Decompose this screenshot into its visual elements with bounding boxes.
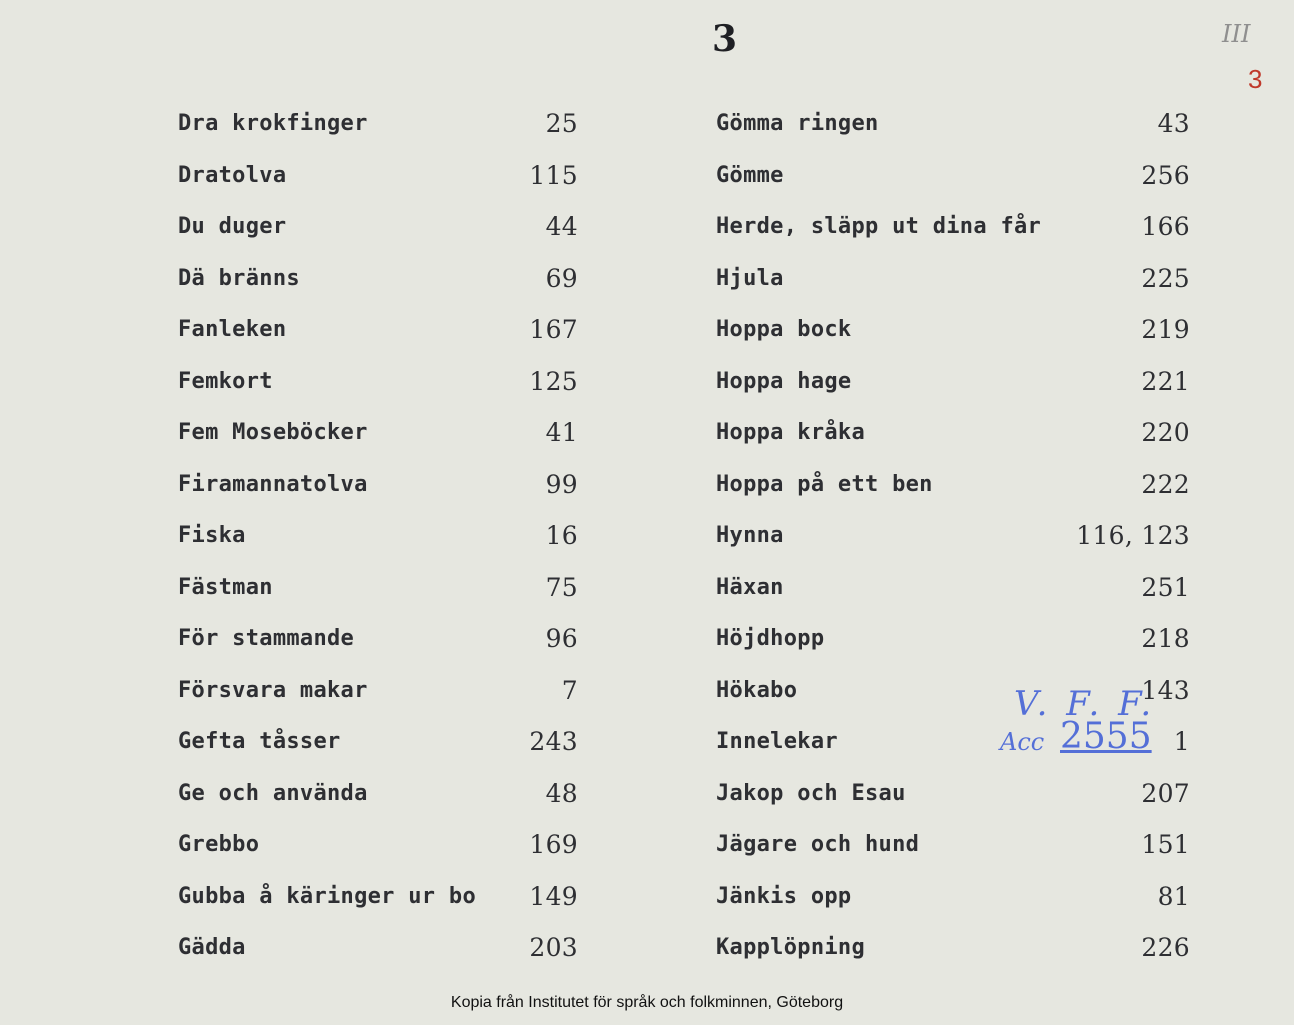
entry-page: 203 [529, 933, 578, 963]
entry-title: Hjula [716, 265, 784, 291]
entry-title: Grebbo [178, 832, 260, 858]
entry-title: Femkort [178, 368, 273, 394]
footer-caption: Kopia från Institutet för språk och folkminnen, Göteborg [450, 994, 844, 1011]
entry-title: För stammande [178, 626, 355, 652]
entry-page: 69 [545, 263, 578, 293]
archive-stamp [1000, 684, 1210, 774]
entry-title: Fem Moseböcker [178, 420, 368, 446]
entry-page: 81 [1157, 881, 1190, 911]
index-entry [716, 922, 1190, 974]
entry-page: 1 [1173, 727, 1190, 757]
entry-title: Hökabo [716, 677, 798, 703]
entry-page: 243 [529, 727, 578, 757]
entry-title: Jägare och hund [716, 832, 920, 858]
entry-title: Hoppa hage [716, 368, 852, 394]
entry-title: Hoppa bock [716, 317, 852, 343]
index-entry [178, 613, 578, 665]
entry-page: 75 [545, 572, 578, 602]
entry-page: 48 [545, 778, 578, 808]
index-entry [178, 510, 578, 562]
entry-title: Gubba å käringer ur bo [178, 883, 476, 909]
index-entry [178, 150, 578, 202]
entry-title: Fästman [178, 574, 273, 600]
index-entry [178, 665, 578, 717]
entry-page: 226 [1141, 933, 1190, 963]
entry-page: 218 [1141, 624, 1190, 654]
index-entry [178, 871, 578, 923]
entry-page: 219 [1141, 315, 1190, 345]
entry-page: 41 [545, 418, 578, 448]
index-column-right [716, 98, 1190, 974]
entry-title: Fanleken [178, 317, 287, 343]
index-entry [178, 201, 578, 253]
index-column-left [178, 98, 578, 974]
entry-page: 149 [529, 881, 578, 911]
entry-page: 256 [1141, 160, 1190, 190]
entry-page: 7 [561, 675, 578, 705]
index-entry [716, 98, 1190, 150]
entry-page: 16 [545, 521, 578, 551]
entry-page: 43 [1157, 109, 1190, 139]
index-entry [178, 356, 578, 408]
entry-page: 207 [1141, 778, 1190, 808]
index-entry [716, 819, 1190, 871]
stamp-acc-label: Acc [1000, 728, 1045, 756]
entry-title: Gefta tåsser [178, 729, 341, 755]
entry-title: Hynna [716, 523, 784, 549]
red-page-mark: 3 [1248, 64, 1263, 94]
entry-page: 251 [1141, 572, 1190, 602]
index-entry [716, 459, 1190, 511]
index-entry [716, 356, 1190, 408]
entry-title: Ge och använda [178, 780, 368, 806]
index-entry [178, 459, 578, 511]
entry-page: 166 [1141, 212, 1190, 242]
entry-title: Firamannatolva [178, 471, 368, 497]
index-entry [178, 253, 578, 305]
entry-title: Innelekar [716, 729, 838, 755]
entry-title: Fiska [178, 523, 246, 549]
entry-title: Hoppa på ett ben [716, 471, 933, 497]
index-entry [178, 922, 578, 974]
entry-page: 125 [529, 366, 578, 396]
entry-title: Gädda [178, 935, 246, 961]
entry-title: Hoppa kråka [716, 420, 865, 446]
entry-page: 143 [1141, 675, 1190, 705]
index-entry [716, 510, 1190, 562]
index-entry [716, 150, 1190, 202]
entry-page: 222 [1141, 469, 1190, 499]
entry-title: Dä bränns [178, 265, 300, 291]
entry-page: 220 [1141, 418, 1190, 448]
index-entry [178, 819, 578, 871]
entry-title: Försvara makar [178, 677, 368, 703]
entry-title: Gömme [716, 162, 784, 188]
roman-numeral-mark: III [1222, 20, 1251, 48]
page-number: 3 [712, 18, 738, 60]
index-entry [716, 768, 1190, 820]
entry-page: 44 [545, 212, 578, 242]
entry-page: 116, 123 [1076, 521, 1190, 551]
index-entry [178, 407, 578, 459]
index-entry [716, 304, 1190, 356]
entry-title: Herde, släpp ut dina får [716, 214, 1042, 240]
index-entry [716, 201, 1190, 253]
entry-title: Kapplöpning [716, 935, 865, 961]
stamp-line: V. F. F. [1014, 684, 1156, 724]
entry-title: Jänkis opp [716, 883, 852, 909]
entry-title: Du duger [178, 214, 287, 240]
entry-page: 225 [1141, 263, 1190, 293]
entry-title: Dra krokfinger [178, 111, 368, 137]
entry-title: Dratolva [178, 162, 287, 188]
entry-title: Gömma ringen [716, 111, 879, 137]
index-entry [716, 613, 1190, 665]
index-entry [178, 716, 578, 768]
entry-page: 169 [529, 830, 578, 860]
stamp-acc-number: 2555 [1060, 716, 1152, 757]
entry-title: Häxan [716, 574, 784, 600]
index-entry [716, 253, 1190, 305]
entry-title: Jakop och Esau [716, 780, 906, 806]
index-entry [178, 768, 578, 820]
index-entry [178, 304, 578, 356]
index-entry [716, 562, 1190, 614]
index-entry [716, 871, 1190, 923]
entry-page: 167 [529, 315, 578, 345]
entry-page: 151 [1141, 830, 1190, 860]
entry-page: 115 [529, 160, 578, 190]
entry-page: 96 [545, 624, 578, 654]
index-entry [178, 98, 578, 150]
entry-page: 221 [1141, 366, 1190, 396]
entry-title: Höjdhopp [716, 626, 825, 652]
index-entry [178, 562, 578, 614]
index-entry [716, 407, 1190, 459]
entry-page: 99 [545, 469, 578, 499]
entry-page: 25 [545, 109, 578, 139]
